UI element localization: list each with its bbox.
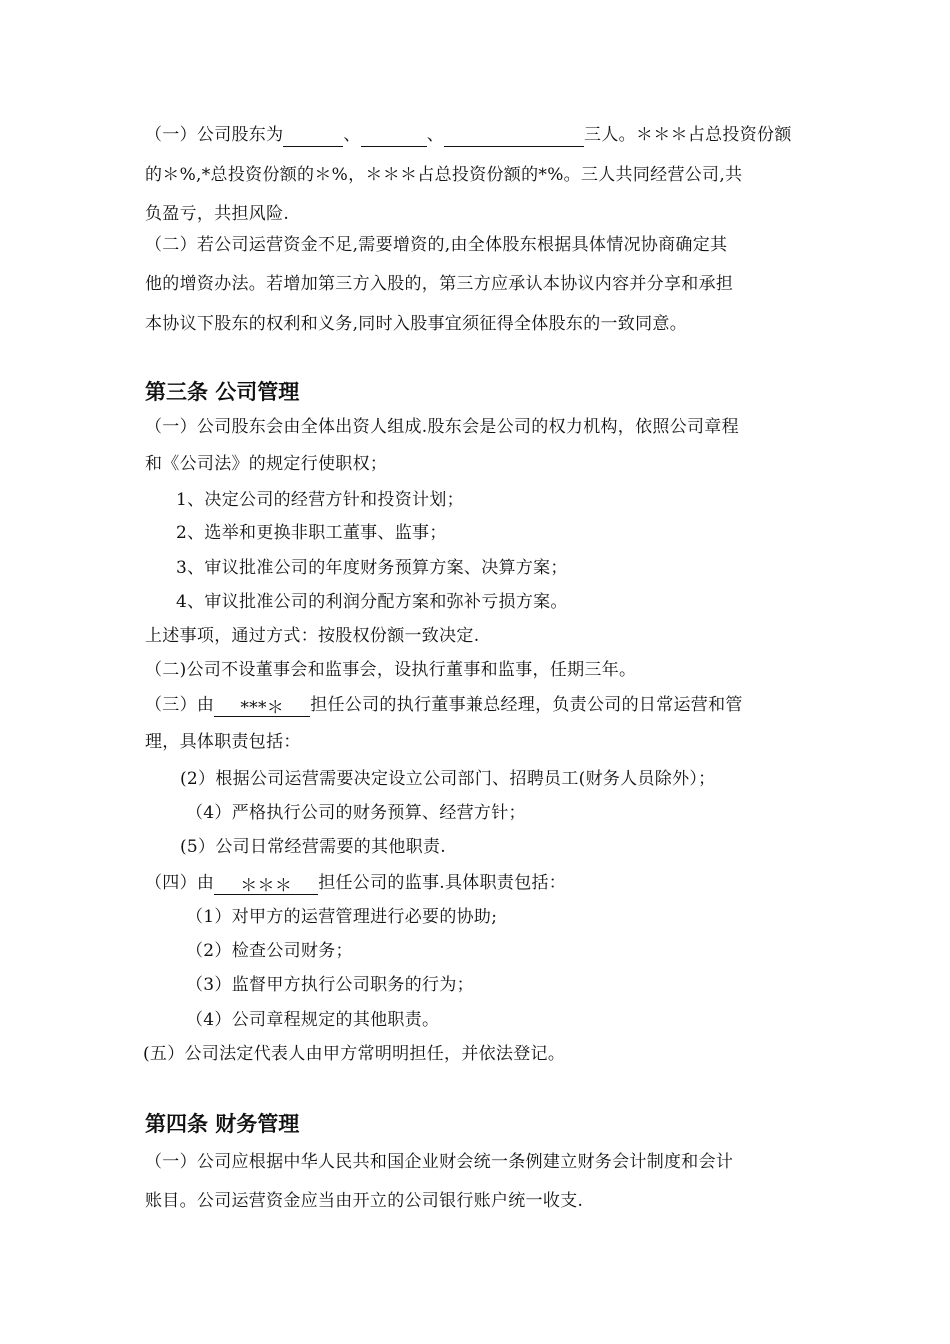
art3-item-2: 2、选举和更换非职工董事、监事； bbox=[176, 523, 447, 543]
art4-s1-line1: （一）公司应根据中华人民共和国企业财会统一条例建立财务会计制度和会计 bbox=[145, 1152, 734, 1172]
art3-s4-line1 bbox=[145, 871, 566, 895]
shareholder-blank-3 bbox=[444, 126, 584, 147]
art4-s1-line2: 账目。公司运营资金应当由开立的公司银行账户统一收支. bbox=[145, 1191, 584, 1211]
s3-name-blank: ***＊ bbox=[214, 696, 310, 717]
s4-suffix: 担任公司的监事.具体职责包括： bbox=[318, 873, 567, 893]
p1-sep2: 、 bbox=[426, 125, 445, 145]
art3-s5: (五）公司法定代表人由甲方常明明担任，并依法登记。 bbox=[143, 1044, 566, 1064]
art3-item-4: 4、审议批准公司的利润分配方案和弥补亏损方案。 bbox=[176, 592, 568, 612]
article4-heading: 第四条 财务管理 bbox=[145, 1112, 300, 1136]
art3-item-1: 1、决定公司的经营方针和投资计划； bbox=[176, 490, 464, 510]
s4-item-4: （4）公司章程规定的其他职责。 bbox=[186, 1010, 440, 1030]
shareholder-blank-2 bbox=[361, 126, 427, 147]
p1-suffix: 三人。＊＊＊占总投资份额 bbox=[584, 125, 792, 145]
art3-decision: 上述事项，通过方式：按股权份额一致决定. bbox=[145, 626, 480, 646]
art3-s1-line2: 和《公司法》的规定行使职权； bbox=[145, 454, 388, 474]
p1-line1 bbox=[145, 123, 792, 147]
p2-line3: 本协议下股东的权利和义务,同时入股事宜须征得全体股东的一致同意。 bbox=[145, 314, 688, 334]
art3-s3-line2: 理，具体职责包括： bbox=[145, 732, 301, 752]
art3-s1-line1: （一）公司股东会由全体出资人组成.股东会是公司的权力机构，依照公司章程 bbox=[145, 417, 739, 437]
s3-item-1: (2）根据公司运营需要决定设立公司部门、招聘员工(财务人员除外）； bbox=[180, 769, 716, 789]
s3-item-2: （4）严格执行公司的财务预算、经营方针； bbox=[186, 803, 526, 823]
s4-name-blank: ＊＊＊ bbox=[214, 874, 318, 895]
s4-prefix: （四）由 bbox=[145, 873, 215, 893]
article3-heading: 第三条 公司管理 bbox=[145, 380, 300, 404]
p2-line2: 他的增资办法。若增加第三方入股的，第三方应承认本协议内容并分享和承担 bbox=[145, 274, 734, 294]
s4-item-2: （2）检查公司财务； bbox=[186, 941, 353, 961]
art3-item-3: 3、审议批准公司的年度财务预算方案、决算方案； bbox=[176, 558, 568, 578]
shareholder-blank-1 bbox=[283, 126, 343, 147]
p1-prefix: （一）公司股东为 bbox=[145, 125, 284, 145]
s4-item-3: （3）监督甲方执行公司职务的行为； bbox=[186, 975, 474, 995]
p1-line2: 的＊%,*总投资份额的＊%，＊＊＊占总投资份额的*%。三人共同经营公司,共 bbox=[145, 165, 743, 185]
p1-sep1: 、 bbox=[343, 125, 361, 145]
p1-line3: 负盈亏，共担风险. bbox=[145, 204, 290, 224]
p2-line1: （二）若公司运营资金不足,需要增资的,由全体股东根据具体情况协商确定其 bbox=[145, 235, 728, 255]
art3-s2: （二)公司不设董事会和监事会，设执行董事和监事，任期三年。 bbox=[145, 660, 637, 680]
s3-suffix: 担任公司的执行董事兼总经理，负责公司的日常运营和管 bbox=[310, 695, 743, 715]
s3-item-3: (5）公司日常经营需要的其他职责. bbox=[180, 837, 446, 857]
s3-prefix: （三）由 bbox=[145, 695, 215, 715]
s4-item-1: （1）对甲方的运营管理进行必要的协助; bbox=[186, 907, 498, 927]
art3-s3-line1 bbox=[145, 693, 743, 717]
